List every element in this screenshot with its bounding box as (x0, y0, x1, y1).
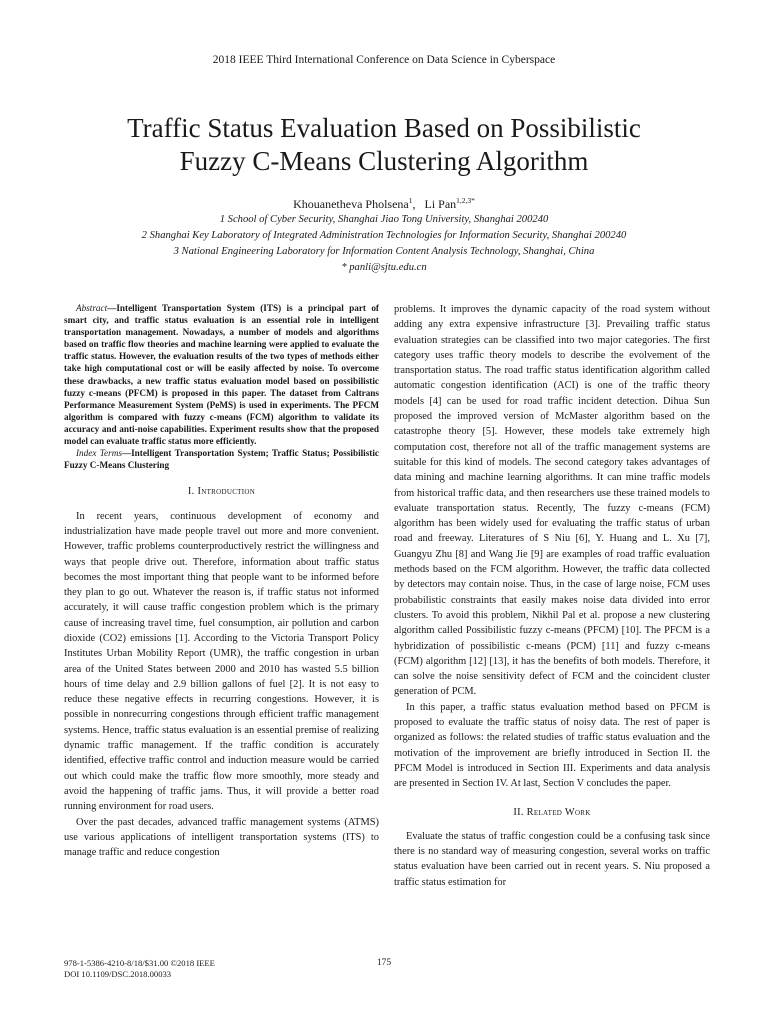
related-work-paragraph-1: Evaluate the status of traffic congestion could be a confusing task since there is no standard way of measuring congestion, several works on traffic status evaluation have been carried out in recent years. S. Niu proposed a traffic status estimation for (394, 830, 710, 888)
left-column (64, 302, 379, 860)
paper-title (60, 112, 708, 178)
title-line-2: Fuzzy C-Means Clustering Algorithm (179, 146, 589, 176)
index-terms-label: Index Terms (76, 448, 122, 459)
title-line-1: Traffic Status Evaluation Based on Possibilistic (127, 113, 641, 143)
section-1-number: I. (187, 486, 195, 498)
affiliation-1: 1 School of Cyber Security, Shanghai Jiao Tong University, Shanghai 200240 (219, 214, 549, 225)
author-2-name: Li Pan (424, 197, 457, 211)
intro-paragraph-4: In this paper, a traffic status evaluation method based on PFCM is proposed to evaluate the traffic status of noisy data. The rest of paper is organized as follows: the related studies of traffic status evaluation and the motivation of the improvement are briefly introduced in Section II. the PFCM Model is introduced in Section III. Experiments and data analysis are presented in Section IV. At last, Section V concludes the paper. (394, 701, 710, 790)
right-column (394, 302, 710, 890)
conference-header: 2018 IEEE Third International Conference on Data Science in Cyberspace (212, 54, 556, 66)
section-2-title: Related Work (526, 806, 591, 818)
abstract-label: Abstract (76, 303, 108, 313)
author-list (0, 196, 768, 212)
intro-paragraph-2: Over the past decades, advanced traffic management systems (ATMS) use various applications of intelligent transportation systems (ITS) to manage traffic and reduce congestion (64, 816, 379, 859)
index-terms-text: —Intelligent Transportation System; Traffic Status; Possibilistic Fuzzy C-Means Clustering (64, 448, 379, 471)
abstract (64, 302, 379, 447)
author-separator: , (412, 197, 416, 211)
index-terms (64, 447, 379, 471)
affiliation-2: 2 Shanghai Key Laboratory of Integrated Administration Technologies for Information Security, Shanghai 200240 (141, 230, 627, 241)
author-1-name: Khouanetheva Pholsena (293, 197, 409, 211)
section-2-number: II. (513, 806, 524, 818)
affiliation-3: 3 National Engineering Laboratory for Information Content Analysis Technology, Shanghai, China (173, 246, 595, 257)
section-heading-related-work (394, 805, 710, 820)
intro-paragraph-3: problems. It improves the dynamic capacity of the road system without adding any extra expensive infrastructure [3]. Prevailing traffic status evaluation strategies can be classified into two major categories. The first category uses traffic theory models to describe the evolvement of the transportation status. The road traffic status identification algorithm called automatic congestion identification (ACI) is one of the traffic theory models [4] can be used for road traffic incident detection. Dihua Sun proposed the improved version of McMaster algorithm based on the catastrophe theory [5]. However, these models take extremely high computation cost, therefore not all of the traffic management systems are suitable for this kind of models. The second category takes advantages of data mining and machine learning algorithms. It can mine traffic models from historical traffic data, and then researchers use these trained models to evaluate transportation status. Recently, The fuzzy c-means (FCM) algorithm has been widely used for evaluating the traffic status of urban road and freeway. Literatures of S Niu [6], Y. Huang and L. Xu [7], Guangyu Zhu [8] and Wang Jie [9] are examples of road traffic evaluation methods based on the FCM algorithm. However, the traffic data collected by detectors may contain noise. Thus, in the case of large noise, FCM uses probabilistic constraints that easily makes noise data divided into error clusters. To avoid this problem, Nikhil Pal et al. propose a new clustering algorithm called Possibilistic fuzzy c-means (PFCM) [10]. The PFCM is a hybridization of possibilistic c-means (PCM) [11] and fuzzy c-means (FCM) algorithm [12] [13], it has the benefits of both models. Therefore, it can solve the noise sensitivity defect of FCM and the coincident cluster generation of PCM. (394, 304, 710, 698)
affiliations (60, 212, 708, 276)
section-1-title: Introduction (197, 486, 256, 498)
abstract-text: —Intelligent Transportation System (ITS) is a principal part of smart city, and traffic status evaluation is an essential role in intelligent transportation management. Nowadays, a number of models and algorithms based on traffic flow theories and machine learning were applied to evaluate the traffic status. However, the evaluation results of the two types of methods either take high computational cost or will be easily affected by noise. To overcome these drawbacks, a new traffic status evaluation model based on possibilistic fuzzy c-means (PFCM) is proposed in this paper. The dataset from Caltrans Performance Measurement System (PeMS) is used in experiments. The PFCM algorithm is compared with fuzzy c-means (FCM) algorithm to validate its accuracy and anti-noise capabilities. Experiment results show that the proposed model can evaluate traffic status more efficiently. (64, 303, 379, 447)
intro-paragraph-1: In recent years, continuous development of economy and industrialization have made people travel out more and more convenient. However, traffic problems counterproductively restrict the willingness and ways that people drive out. Therefore, information about traffic status becomes the most important thing that people want to be informed before they plan to go out. Whatever the reason is, if traffic status not informed accurately, it will cause traffic congestion problem which is the primary cause of increasing travel time, fuel consumption, air pollution and carbon dioxide (CO2) emissions [1]. According to the Victoria Transport Policy Institutes Urban Mobility Report (UMR), the traffic congestion in urban area of the United States between 2000 and 2010 has wasted 5.5 billion hours of time delay and 2.9 billion gallons of fuel [2]. It is not easy to reduce these negative effects in recurring congestions. However, it is possible in nonrecurring congestions through efficient traffic management systems. Hence, traffic status evaluation is an essential premise of realizing dynamic traffic management. If the traffic condition is accurately identified, effective traffic control and induction measure would be carried out which could make the traffic flow more smoothly, more steady and avoid the happening of traffic jams. Thus, it will provide a better road running environment for road users. (64, 510, 379, 813)
corresponding-email: * panli@sjtu.edu.cn (341, 262, 427, 273)
page-number: 175 (376, 958, 392, 968)
footer-isbn: 978-1-5386-4210-8/18/$31.00 ©2018 IEEE (64, 958, 215, 968)
author-2-affil-mark: 1,2,3* (456, 196, 475, 205)
section-heading-introduction (64, 484, 379, 499)
author-1-affil-mark: 1 (408, 196, 413, 205)
footer-doi: DOI 10.1109/DSC.2018.00033 (64, 968, 172, 979)
